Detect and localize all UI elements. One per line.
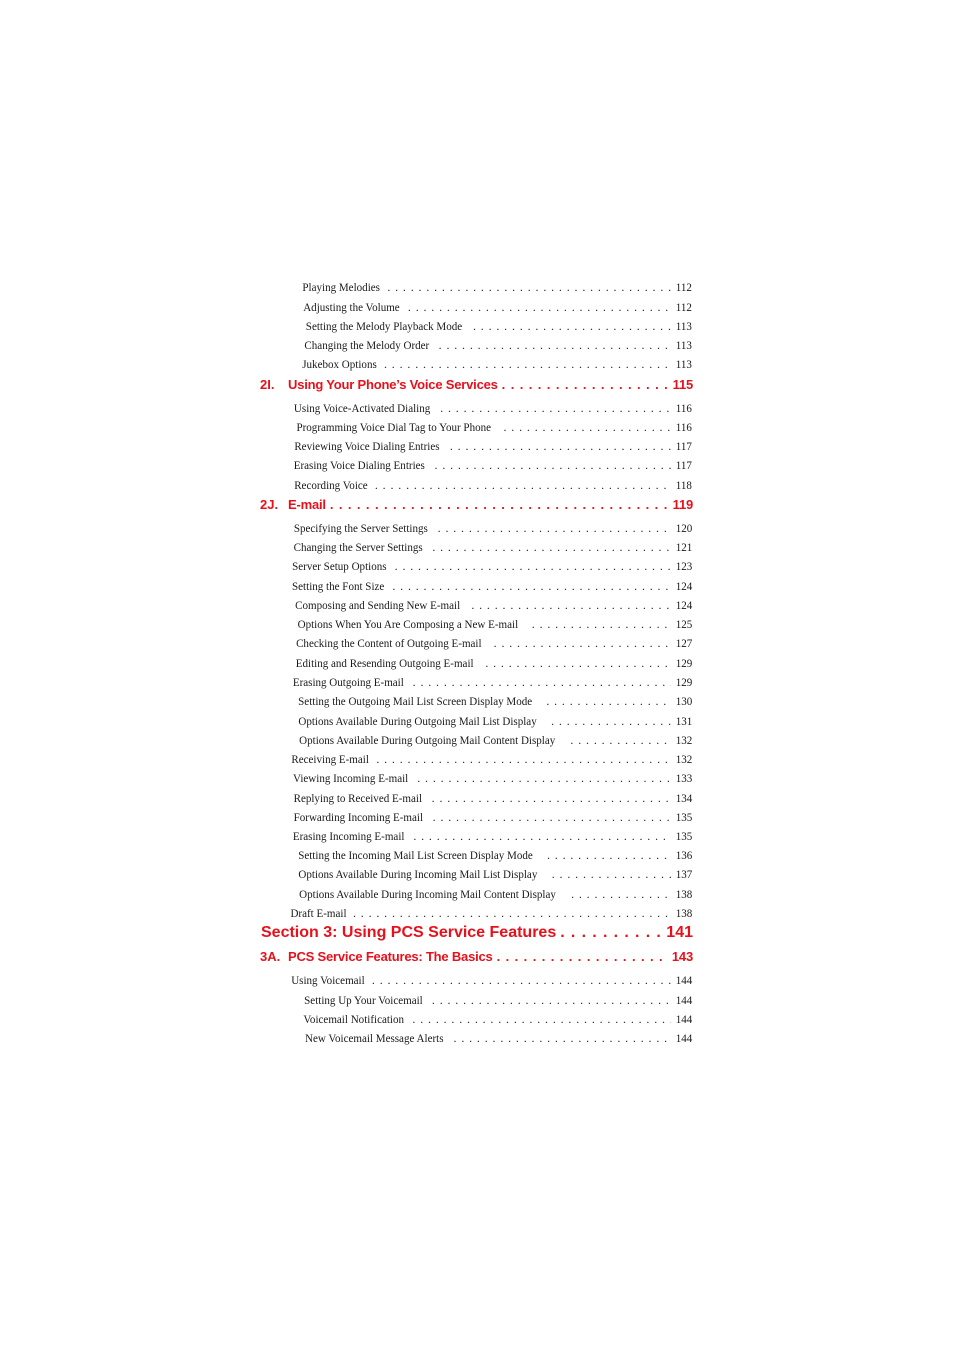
toc-entry [288, 752, 693, 767]
dot-leader [330, 497, 669, 512]
toc-entry-title: Composing and Sending New E-mail [295, 598, 461, 612]
toc-entry-title: Using Voicemail [291, 973, 365, 987]
toc-entry [288, 867, 693, 882]
toc-entry-title: Adjusting the Volume [303, 300, 400, 314]
dot-leader [494, 636, 671, 651]
toc-entry [288, 656, 693, 671]
toc-chapter-heading [288, 377, 693, 392]
toc-entry [288, 559, 693, 574]
toc-entry [288, 675, 693, 690]
toc-entry-title: Erasing Incoming E-mail [292, 829, 405, 843]
toc-entry [288, 617, 693, 632]
toc-page-number: 129 [675, 656, 693, 670]
toc-entry-title: Specifying the Server Settings [293, 521, 428, 535]
toc-page-number: 144 [675, 973, 693, 987]
toc-page-number: 117 [676, 439, 693, 453]
dot-leader [375, 478, 672, 493]
toc-page-number: 141 [666, 924, 693, 941]
toc-entry [288, 694, 693, 709]
toc-page-number: 129 [675, 675, 693, 689]
toc-entry [288, 420, 693, 435]
toc-entry [288, 714, 693, 729]
toc-entry-title: Forwarding Incoming E-mail [293, 810, 424, 824]
toc-entry-title: Options When You Are Composing a New E-mail [297, 617, 519, 631]
toc-entry-title: Erasing Outgoing E-mail [292, 675, 404, 689]
toc-entry-title: Voicemail Notification [303, 1012, 405, 1026]
toc-entry-title: Server Setup Options [292, 559, 387, 573]
dot-leader [532, 617, 671, 632]
toc-entry-title: Setting the Melody Playback Mode [305, 319, 463, 333]
toc-entry [288, 579, 693, 594]
toc-entry-title: E-mail [288, 497, 326, 512]
toc-page-number: 125 [675, 617, 693, 631]
dot-leader [497, 949, 668, 964]
toc-entry-title: Setting the Outgoing Mail List Screen Display Mode [298, 694, 533, 708]
toc-entry [299, 1031, 693, 1046]
toc-entry-title: Viewing Incoming E-mail [293, 771, 409, 785]
toc-entry-title: Recording Voice [294, 478, 368, 492]
toc-page-number: 113 [676, 319, 693, 333]
dot-leader [376, 752, 671, 767]
toc-entry [299, 338, 693, 353]
toc-page-number: 138 [675, 906, 693, 920]
dot-leader [485, 656, 671, 671]
dot-leader [413, 829, 671, 844]
dot-leader [552, 867, 671, 882]
toc-page-number: 133 [675, 771, 693, 785]
toc-page-number: 131 [675, 714, 693, 728]
toc-entry [299, 319, 693, 334]
toc-entry-title: Options Available During Incoming Mail List Display [298, 867, 538, 881]
toc-entry [288, 521, 693, 536]
toc-chapter-code: 3A. [260, 949, 281, 964]
toc-page-number: 137 [675, 867, 693, 881]
dot-leader [450, 439, 672, 454]
toc-page-number: 134 [675, 791, 693, 805]
toc-entry [288, 906, 693, 921]
toc-entry-title: Reviewing Voice Dialing Entries [294, 439, 440, 453]
toc-entry [288, 973, 693, 988]
dot-leader [395, 559, 671, 574]
toc-page-number: 113 [676, 338, 693, 352]
toc-entry [288, 439, 693, 454]
toc-entry [299, 1012, 693, 1027]
dot-leader [504, 420, 672, 435]
dot-leader [473, 319, 671, 334]
toc-entry [288, 401, 693, 416]
toc-page-number: 119 [672, 497, 693, 512]
toc-page-number: 144 [675, 993, 693, 1007]
toc-entry [288, 458, 693, 473]
toc-entry-title: Options Available During Outgoing Mail Content Display [299, 733, 556, 747]
toc-entry-title: Receiving E-mail [291, 752, 369, 766]
dot-leader [454, 1031, 671, 1046]
toc-page-number: 123 [675, 559, 693, 573]
toc-entry-title: Setting the Incoming Mail List Screen Display Mode [298, 848, 533, 862]
toc-page-number: 118 [676, 478, 693, 492]
toc-entry-title: Jukebox Options [302, 357, 377, 371]
toc-page-number: 121 [675, 540, 693, 554]
toc-chapter-heading [288, 949, 693, 964]
dot-leader [413, 675, 671, 690]
toc-page-number: 112 [676, 280, 693, 294]
dot-leader [435, 458, 672, 473]
toc-entry [299, 357, 693, 372]
toc-page-number: 124 [675, 579, 693, 593]
toc-page-number: 112 [676, 300, 693, 314]
toc-entry [288, 887, 693, 902]
toc-page-number: 115 [672, 377, 693, 392]
toc-entry [288, 636, 693, 651]
dot-leader [417, 771, 671, 786]
toc-page-number: 120 [675, 521, 693, 535]
toc-entry [288, 810, 693, 825]
dot-leader [560, 924, 662, 942]
dot-leader [433, 810, 671, 825]
toc-entry [299, 993, 693, 1008]
toc-entry-title: Changing the Server Settings [293, 540, 423, 554]
toc-page-number: 132 [675, 733, 693, 747]
toc-page-number: 116 [676, 401, 693, 415]
toc-entry-title: Programming Voice Dial Tag to Your Phone [296, 420, 492, 434]
toc-page-number: 144 [675, 1031, 693, 1045]
dot-leader [353, 906, 671, 921]
dot-leader [440, 401, 671, 416]
toc-entry [288, 598, 693, 613]
toc-page-number: 116 [676, 420, 693, 434]
dot-leader [502, 377, 669, 392]
toc-page-number: 136 [675, 848, 693, 862]
dot-leader [438, 521, 671, 536]
toc-entry [288, 733, 693, 748]
toc-entry [288, 771, 693, 786]
dot-leader [432, 791, 671, 806]
toc-entry-title: Using Voice-Activated Dialing [293, 401, 431, 415]
toc-entry [299, 280, 693, 295]
toc-section-heading [261, 924, 693, 942]
toc-entry-title: Options Available During Outgoing Mail List Display [298, 714, 537, 728]
toc-entry [288, 791, 693, 806]
dot-leader [387, 280, 671, 295]
dot-leader [408, 300, 672, 315]
toc-entry-title: Setting the Font Size [292, 579, 385, 593]
toc-entry [299, 300, 693, 315]
toc-page-number: 132 [675, 752, 693, 766]
dot-leader [439, 338, 672, 353]
toc-entry-title: Checking the Content of Outgoing E-mail [296, 636, 482, 650]
dot-leader [570, 733, 671, 748]
toc-entry [288, 829, 693, 844]
dot-leader [392, 579, 671, 594]
toc-entry-title: Setting Up Your Voicemail [304, 993, 423, 1007]
toc-entry-title: Section 3: Using PCS Service Features [261, 924, 557, 941]
toc-chapter-code: 2I. [260, 377, 275, 392]
toc-entry-title: Playing Melodies [302, 280, 380, 294]
toc-page-number: 124 [675, 598, 693, 612]
toc-page-number: 117 [676, 458, 693, 472]
toc-entry-title: Using Your Phone’s Voice Services [288, 377, 498, 392]
toc-entry-title: PCS Service Features: The Basics [288, 949, 493, 964]
toc-page-number: 127 [675, 636, 693, 650]
toc-page-number: 144 [675, 1012, 693, 1026]
toc-entry-title: Changing the Melody Order [304, 338, 430, 352]
toc-chapter-code: 2J. [260, 497, 279, 512]
toc-entry-title: Options Available During Incoming Mail Content Display [299, 887, 556, 901]
toc-entry-title: Replying to Received E-mail [293, 791, 423, 805]
toc-entry [288, 540, 693, 555]
dot-leader [551, 714, 671, 729]
toc-entry-title: Erasing Voice Dialing Entries [293, 458, 425, 472]
toc-page-number: 113 [676, 357, 693, 371]
toc-entry [288, 848, 693, 863]
toc-entry-title: Draft E-mail [290, 906, 347, 920]
dot-leader [432, 993, 671, 1008]
dot-leader [412, 1012, 671, 1027]
toc-page-number: 135 [675, 829, 693, 843]
toc-page-number: 143 [671, 949, 693, 964]
toc-page-number: 135 [675, 810, 693, 824]
dot-leader [546, 694, 671, 709]
toc-page-number: 138 [675, 887, 693, 901]
toc-entry-title: New Voicemail Message Alerts [305, 1031, 444, 1045]
dot-leader [547, 848, 671, 863]
toc-entry [291, 478, 693, 493]
toc-entry-title: Editing and Resending Outgoing E-mail [295, 656, 474, 670]
toc-chapter-heading [288, 497, 693, 512]
toc-page-number: 130 [675, 694, 693, 708]
dot-leader [471, 598, 671, 613]
dot-leader [571, 887, 671, 902]
dot-leader [432, 540, 671, 555]
dot-leader [384, 357, 671, 372]
dot-leader [372, 973, 671, 988]
